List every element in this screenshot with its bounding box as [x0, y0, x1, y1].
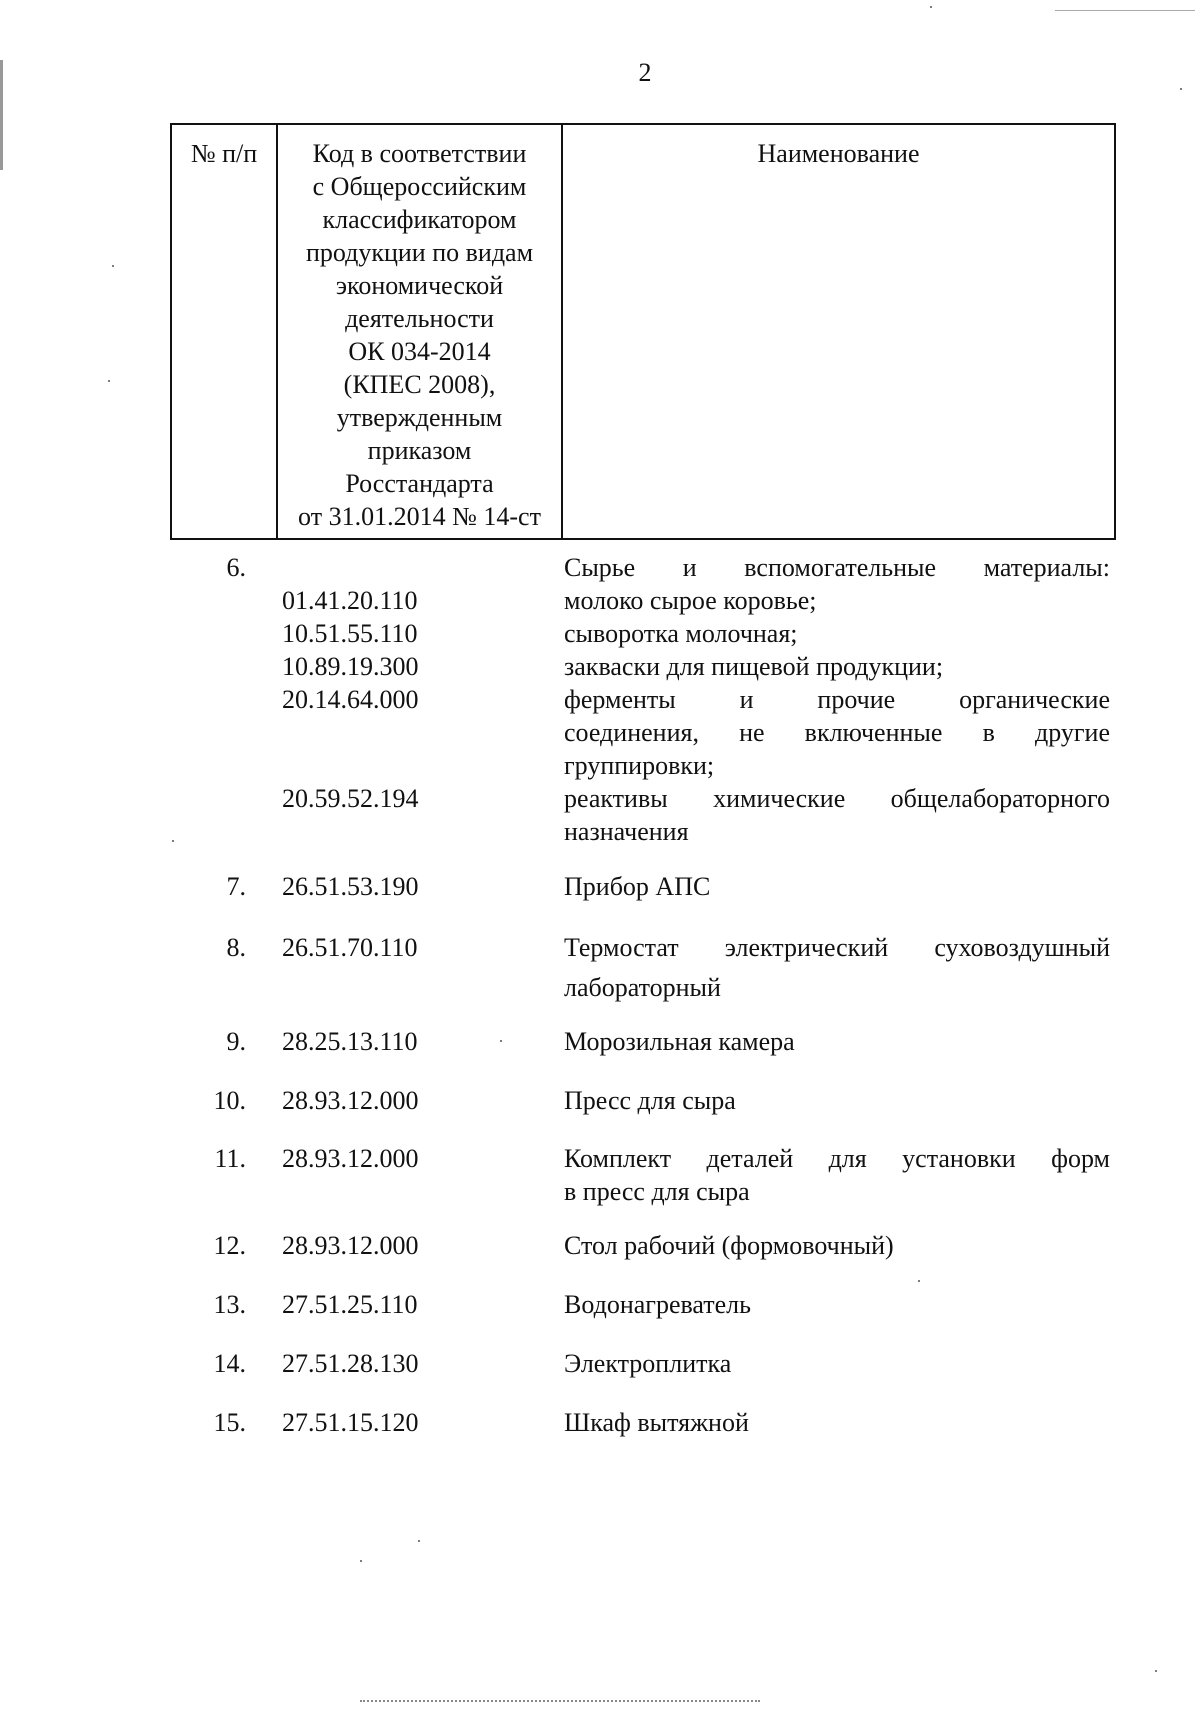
header-code-line: продукции по видам: [305, 238, 534, 267]
row-codes: [282, 551, 502, 815]
row-code: 20.14.64.000: [282, 685, 419, 714]
row-number: 10.: [213, 1086, 246, 1115]
scan-speck: [1155, 1670, 1157, 1672]
scan-speck: [918, 1280, 920, 1282]
name-line: лабораторный: [564, 973, 721, 1002]
row-number: 7.: [226, 872, 246, 901]
row-name: [564, 870, 1110, 903]
scan-speck: [930, 6, 932, 8]
row-code: 28.93.12.000: [282, 1086, 419, 1115]
header-code-line: экономической: [335, 271, 504, 300]
row-code: [282, 749, 502, 782]
table-header: [170, 123, 1116, 540]
header-code-line: с Общероссийским: [312, 172, 527, 201]
row-code: 28.25.13.110: [282, 1027, 418, 1056]
name-line: Сырье и вспомогательные материалы:: [564, 553, 1110, 582]
header-code-line: (КПЕС 2008),: [343, 370, 496, 399]
row-code: 01.41.20.110: [282, 586, 418, 615]
row-name: [564, 551, 1110, 848]
name-line: Пресс для сыра: [564, 1086, 736, 1115]
row-number: 14.: [213, 1349, 246, 1378]
row-name: [564, 1084, 1110, 1117]
header-code-line: приказом: [367, 436, 472, 465]
name-line: закваски для пищевой продукции;: [564, 652, 944, 681]
name-line: Термостат электрический суховоздушный: [564, 933, 1110, 962]
scan-edge-line: [1055, 10, 1195, 11]
header-col-number: № п/п: [172, 125, 278, 538]
name-line: ферменты и прочие органические: [564, 685, 1110, 714]
name-line: сыворотка молочная;: [564, 619, 798, 648]
row-number: 11.: [214, 1144, 246, 1173]
scan-speck: [1180, 88, 1182, 90]
row-code: 20.59.52.194: [282, 784, 419, 813]
header-code-line: Росстандарта: [345, 469, 494, 498]
name-line: реактивы химические общелабораторного: [564, 784, 1110, 813]
row-name: [564, 928, 1110, 1008]
header-code-line: от 31.01.2014 № 14-ст: [298, 502, 541, 531]
row-number: 6.: [226, 553, 246, 582]
header-code-line: ОК 034-2014: [348, 337, 491, 366]
row-name: [564, 1025, 1110, 1058]
row-name: [564, 1288, 1110, 1321]
header-code-line: классификатором: [322, 205, 517, 234]
scan-edge-line: [360, 1700, 760, 1704]
name-line: соединения, не включенные в другие: [564, 718, 1110, 747]
name-line: Электроплитка: [564, 1349, 732, 1378]
row-code: 10.51.55.110: [282, 619, 418, 648]
row-code: 26.51.53.190: [282, 872, 419, 901]
row-code: 10.89.19.300: [282, 652, 419, 681]
row-code: 28.93.12.000: [282, 1144, 419, 1173]
name-line: Водонагреватель: [564, 1290, 752, 1319]
scan-speck: [172, 840, 174, 842]
scan-speck: [112, 265, 114, 267]
scan-speck: [360, 1560, 362, 1562]
row-number: 8.: [226, 933, 246, 962]
row-name: [564, 1142, 1110, 1208]
scan-speck: [418, 1540, 420, 1542]
name-line: назначения: [564, 817, 689, 846]
row-name: [564, 1406, 1110, 1439]
scan-edge-mark: [0, 60, 3, 170]
header-col-code: [278, 125, 563, 538]
row-name: [564, 1229, 1110, 1262]
scan-speck: [500, 1040, 502, 1042]
row-code: 27.51.25.110: [282, 1290, 418, 1319]
row-number: 12.: [213, 1231, 246, 1260]
row-code: 27.51.15.120: [282, 1408, 419, 1437]
row-number: 9.: [226, 1027, 246, 1056]
row-code: [282, 716, 502, 749]
name-line: молоко сырое коровье;: [564, 586, 817, 615]
row-number: 15.: [213, 1408, 246, 1437]
header-code-line: Код в соответствии: [312, 139, 527, 168]
name-line: Шкаф вытяжной: [564, 1408, 749, 1437]
name-line: Комплект деталей для установки форм: [564, 1144, 1110, 1173]
row-code: [282, 551, 502, 584]
scan-speck: [108, 380, 110, 382]
name-line: в пресс для сыра: [564, 1177, 750, 1206]
header-code-line: утвержденным: [336, 403, 503, 432]
row-code: 27.51.28.130: [282, 1349, 419, 1378]
name-line: Морозильная камера: [564, 1027, 795, 1056]
row-code: 28.93.12.000: [282, 1231, 419, 1260]
header-code-line: деятельности: [345, 304, 494, 333]
row-code: 26.51.70.110: [282, 933, 418, 962]
name-line: группировки;: [564, 751, 715, 780]
row-number: 13.: [213, 1290, 246, 1319]
name-line: Стол рабочий (формовочный): [564, 1231, 894, 1260]
row-name: [564, 1347, 1110, 1380]
page-number: 2: [638, 58, 652, 87]
name-line: Прибор АПС: [564, 872, 711, 901]
header-col-name: Наименование: [757, 139, 920, 168]
